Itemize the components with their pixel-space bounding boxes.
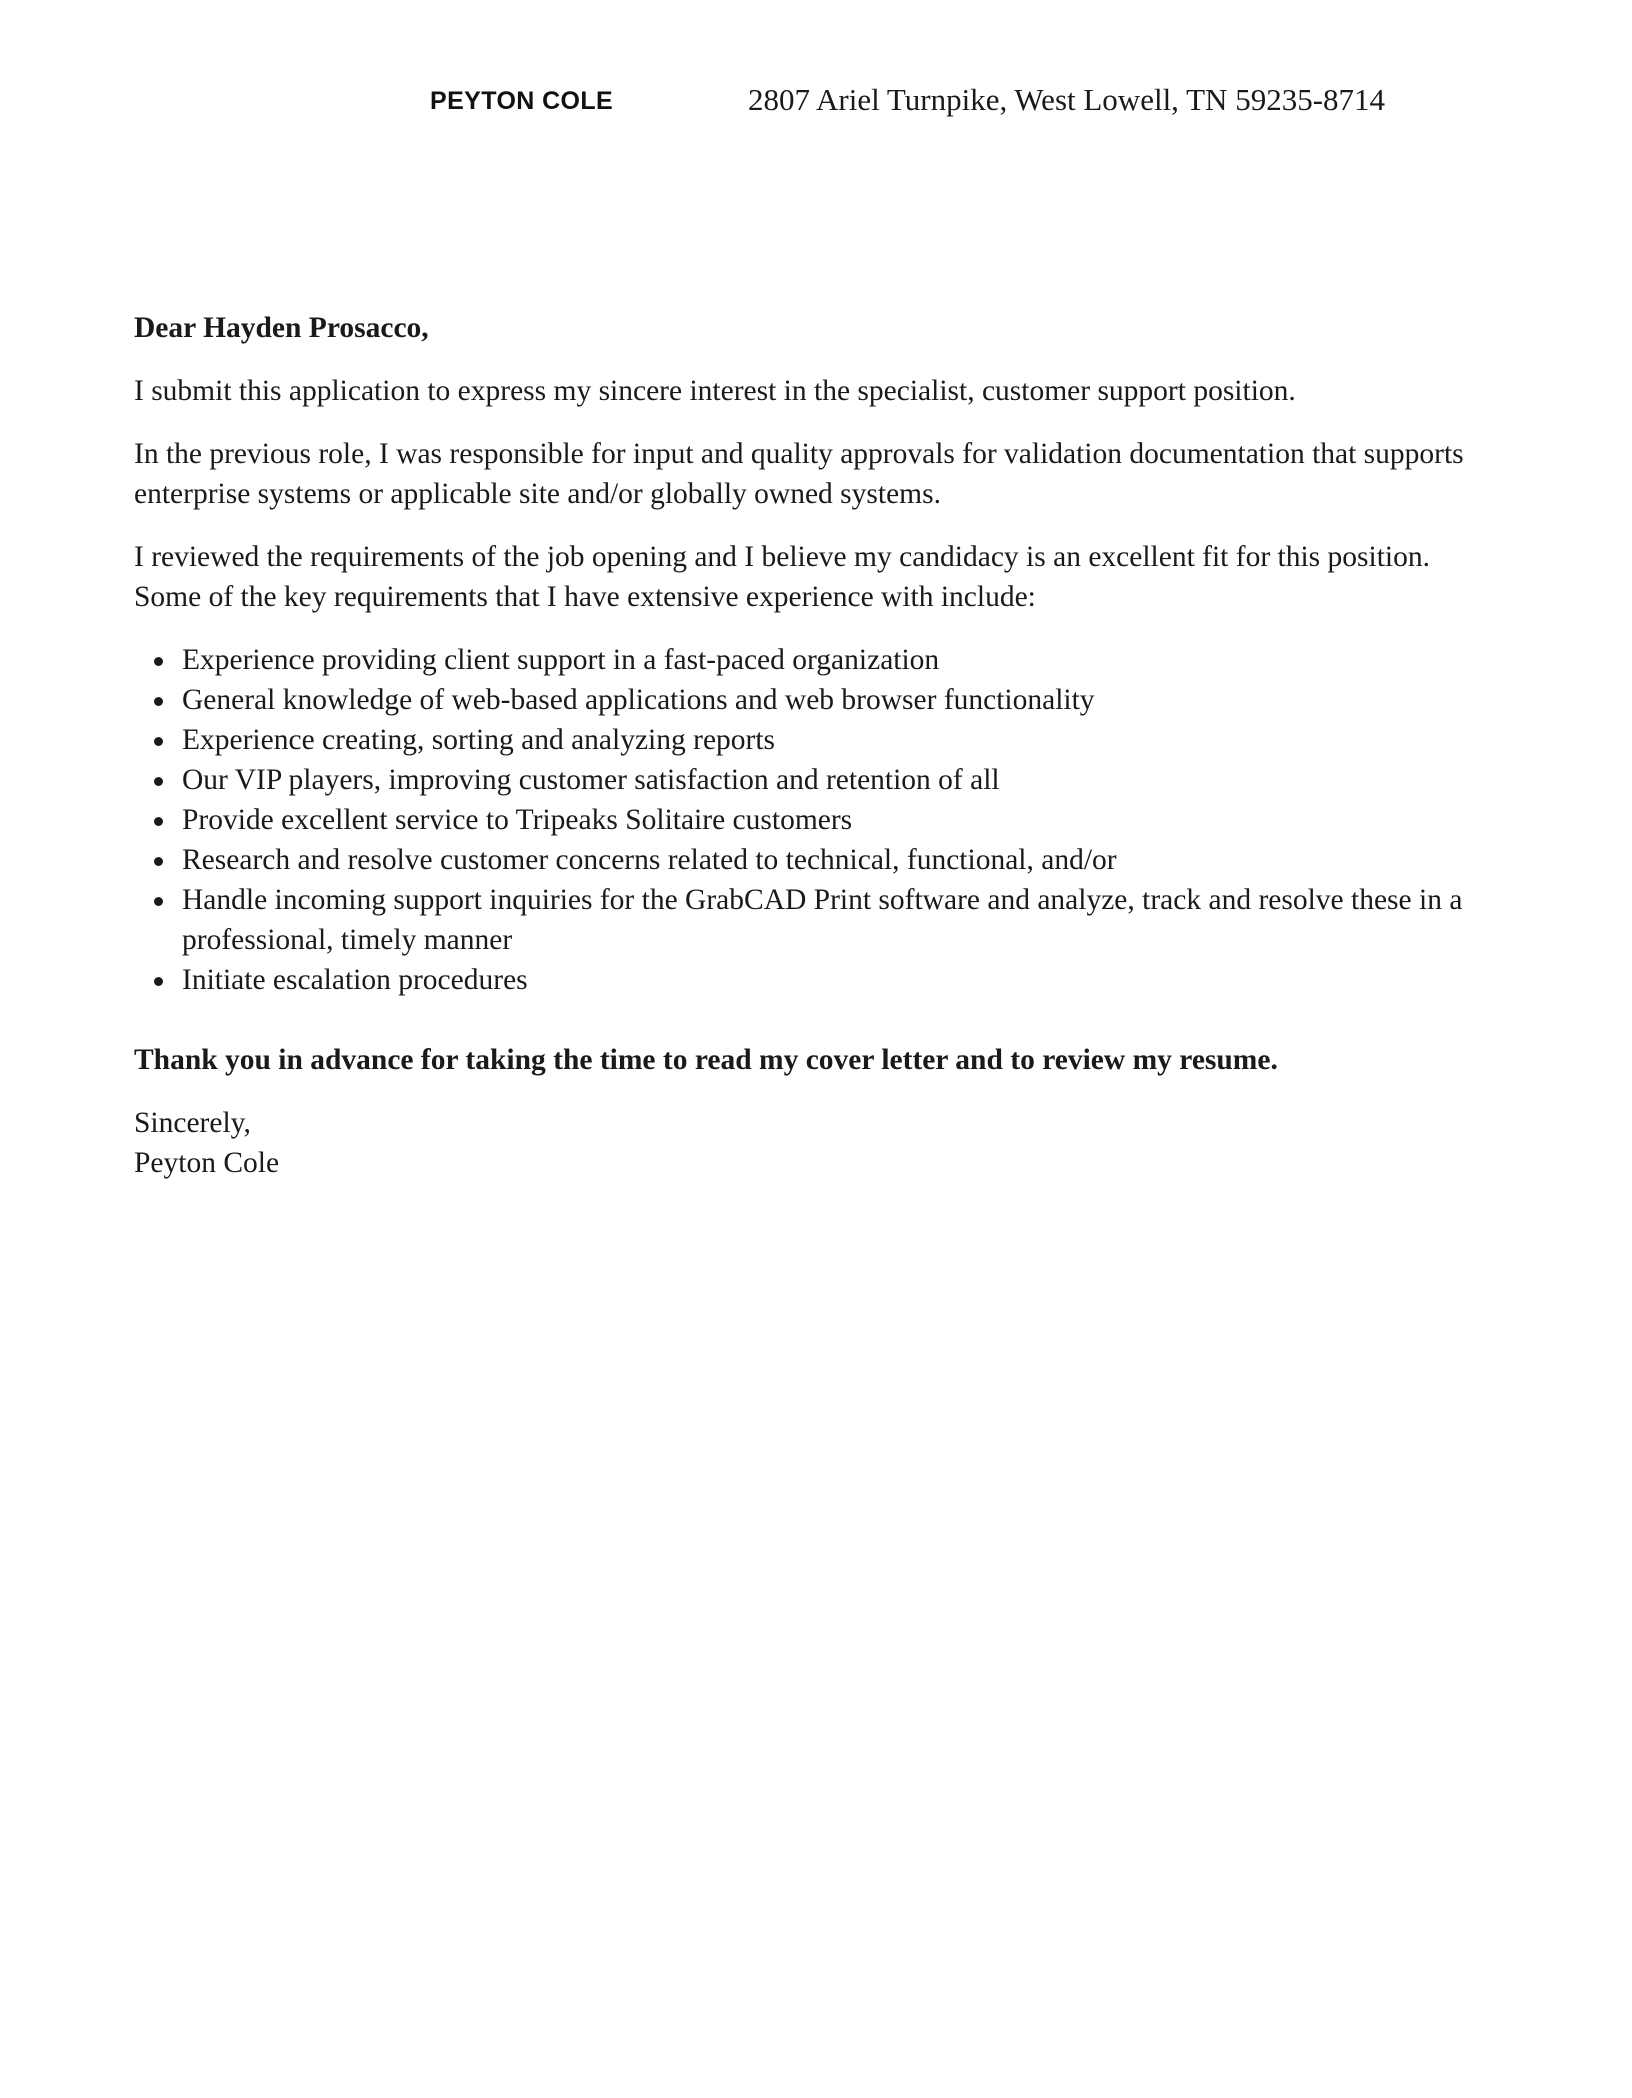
salutation: Dear Hayden Prosacco, <box>134 312 429 344</box>
list-item: Provide excellent service to Tripeaks Solitaire customers <box>134 800 1494 840</box>
signoff: Sincerely, <box>134 1107 251 1139</box>
experience-paragraph: In the previous role, I was responsible for input and quality approvals for validation documentation that supports enterprise systems or applicable site and/or globally owned systems. <box>134 438 1464 510</box>
requirements-paragraph: I reviewed the requirements of the job opening and I believe my candidacy is an excellent fit for this position. Some of the key requirements that I have extensive experience with include: <box>134 541 1430 613</box>
intro-paragraph: I submit this application to express my sincere interest in the specialist, customer support position. <box>134 375 1296 407</box>
list-item: Our VIP players, improving customer satisfaction and retention of all <box>134 760 1494 800</box>
letter-body <box>134 308 1494 1183</box>
sender-name: PEYTON COLE <box>430 87 614 115</box>
closing-statement: Thank you in advance for taking the time to read my cover letter and to review my resume. <box>134 1044 1278 1076</box>
requirements-list <box>134 640 1494 1000</box>
list-item: General knowledge of web-based applications and web browser functionality <box>134 680 1494 720</box>
sender-address: 2807 Ariel Turnpike, West Lowell, TN 59235-8714 <box>748 82 1386 117</box>
list-item: Handle incoming support inquiries for the GrabCAD Print software and analyze, track and resolve these in a professional, timely manner <box>134 880 1494 960</box>
list-item: Experience creating, sorting and analyzing reports <box>134 720 1494 760</box>
signature-name: Peyton Cole <box>134 1147 280 1179</box>
list-item: Research and resolve customer concerns related to technical, functional, and/or <box>134 840 1494 880</box>
list-item: Initiate escalation procedures <box>134 960 1494 1000</box>
list-item: Experience providing client support in a fast-paced organization <box>134 640 1494 680</box>
